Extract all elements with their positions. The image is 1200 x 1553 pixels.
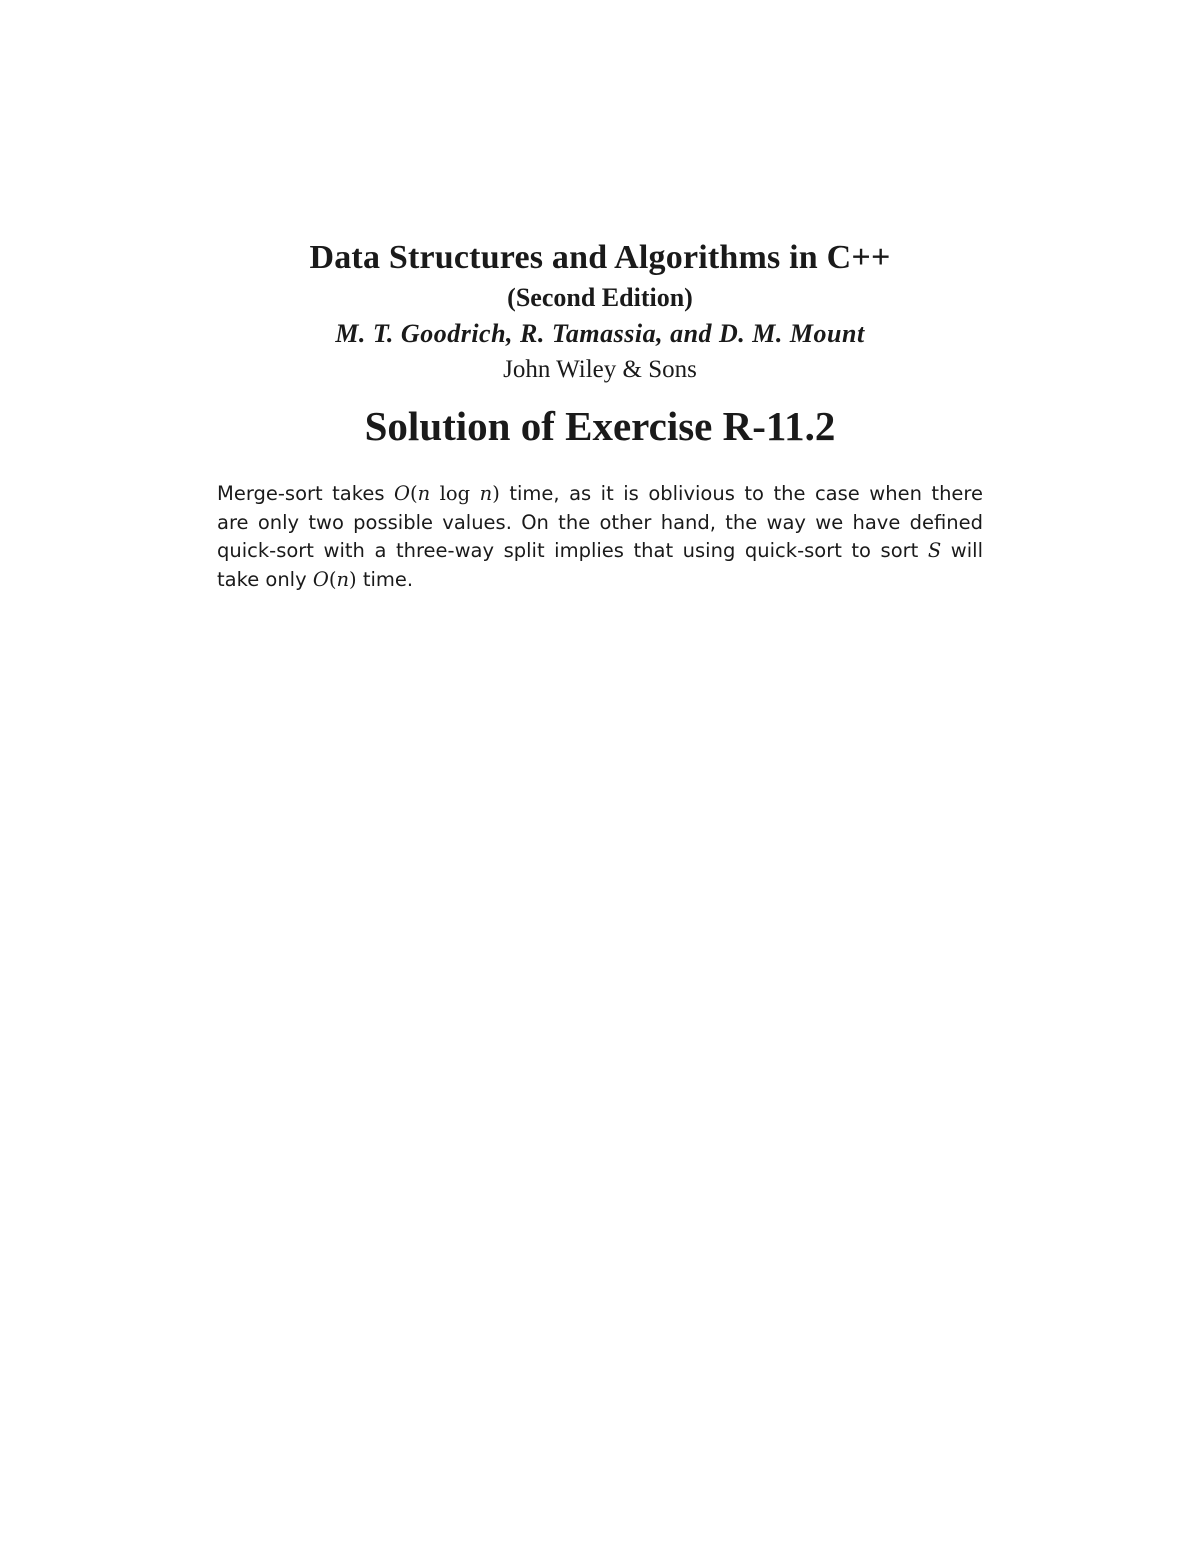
math-expression: [313, 568, 357, 591]
math-symbol: O: [312, 568, 329, 592]
body-line-3: [217, 537, 983, 566]
body-text-segment: take only: [217, 568, 313, 592]
math-symbol: (: [328, 568, 337, 592]
solution-body: [217, 480, 983, 595]
edition-label: (Second Edition): [507, 283, 693, 312]
body-text-segment: quick-sort with a three-way split implies that using quick-sort to sort: [217, 539, 928, 563]
math-symbol: n: [479, 482, 493, 505]
math-symbol: O: [394, 482, 411, 505]
math-symbol: log: [430, 482, 480, 505]
math-symbol: n: [417, 482, 431, 505]
math-expression: [394, 482, 500, 505]
math-symbol: n: [336, 568, 350, 592]
body-text-segment: time.: [356, 568, 414, 592]
solution-title: Solution of Exercise R-11.2: [364, 403, 836, 449]
body-text-segment: will: [941, 539, 983, 563]
document-header: [0, 236, 1200, 454]
publisher-line: John Wiley & Sons: [503, 356, 697, 383]
body-text-segment: Merge-sort takes: [217, 482, 395, 505]
body-line-4: [217, 566, 983, 595]
body-line-1: [217, 480, 983, 509]
math-symbol: S: [927, 539, 942, 563]
body-line-2: are only two possible values. On the other hand, the way we have defined: [217, 510, 983, 534]
math-symbol: ): [349, 568, 357, 592]
authors-line: M. T. Goodrich, R. Tamassia, and D. M. Mount: [335, 319, 865, 348]
math-symbol: (: [410, 482, 418, 505]
book-title: Data Structures and Algorithms in C++: [309, 239, 891, 276]
math-symbol: ): [492, 482, 500, 505]
body-text-segment: time, as it is oblivious to the case when there: [499, 482, 984, 505]
